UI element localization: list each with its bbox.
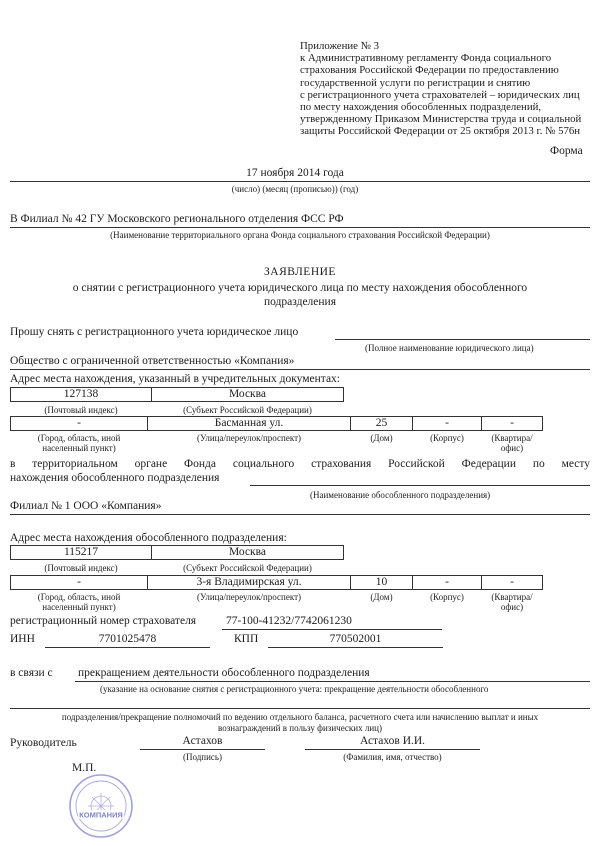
address1-city: - bbox=[10, 416, 148, 431]
house-caption: (Дом) bbox=[370, 592, 393, 602]
city-caption-2: населенный пункт) bbox=[42, 443, 116, 453]
address2-apartment: - bbox=[481, 575, 543, 590]
apartment-caption-2: офис) bbox=[500, 602, 524, 612]
city-caption-1: (Город, область, иной bbox=[37, 433, 121, 443]
address1-subject: Москва bbox=[151, 387, 344, 402]
stamp-text: КОМПАНИЯ bbox=[79, 810, 123, 820]
org-name: Общество с ограниченной ответственностью «Компания» bbox=[10, 355, 295, 367]
appendix-line: по месту нахождения обособленных подразделений, bbox=[300, 101, 542, 114]
registration-value: 77-100-41232/7742061230 bbox=[226, 615, 352, 627]
appendix-line: страхования Российской Федерации по предоставлению bbox=[300, 64, 559, 77]
address2-house: 10 bbox=[350, 575, 413, 590]
reason-caption-2-line1: подразделения/прекращение полномочий по ведению отдельного баланса, расчетного счета или начислению выплат и иных bbox=[61, 712, 539, 722]
inn-label: ИНН bbox=[10, 633, 35, 645]
appendix-line: утвержденному Приказом Министерства труда и социальной bbox=[300, 113, 582, 126]
apartment-caption-2: офис) bbox=[500, 443, 524, 453]
org-name-line bbox=[10, 369, 590, 370]
address1-postal: 127138 bbox=[10, 387, 152, 402]
reason-line-2 bbox=[10, 708, 590, 709]
stamp-label: М.П. bbox=[72, 762, 97, 774]
building-caption: (Корпус) bbox=[430, 433, 464, 443]
address2-label: Адрес места нахождения обособленного подразделения: bbox=[10, 532, 287, 544]
address1-house: 25 bbox=[350, 416, 413, 431]
signature-value: Астахов bbox=[182, 735, 223, 747]
date-caption: (число) (месяц (прописью)) (год) bbox=[231, 184, 359, 194]
reason-caption-2-line2: вознаграждений в пользу физических лиц) bbox=[218, 723, 382, 733]
addressee-value: В Филиал № 42 ГУ Московского регионального отделения ФСС РФ bbox=[10, 213, 344, 225]
address2-street: 3-я Владимирская ул. bbox=[147, 575, 351, 590]
statement-subtitle-line1: о снятии с регистрационного учета юридического лица по месту нахождения обособленного bbox=[72, 282, 528, 294]
apartment-caption-1: (Квартира/ bbox=[491, 592, 533, 602]
statement-title: ЗАЯВЛЕНИЕ bbox=[264, 266, 336, 278]
reason-value: прекращением деятельности обособленного подразделения bbox=[78, 667, 370, 679]
city-caption-2: населенный пункт) bbox=[42, 602, 116, 612]
territorial-caption: (Наименование обособленного подразделения) bbox=[310, 490, 491, 500]
appendix-block bbox=[300, 40, 581, 138]
address2-subject: Москва bbox=[151, 545, 344, 560]
head-label: Руководитель bbox=[10, 737, 77, 749]
inn-line bbox=[45, 647, 210, 648]
street-caption: (Улица/переулок/проспект) bbox=[196, 433, 302, 443]
addressee-line bbox=[10, 227, 590, 228]
address1-subject-caption: (Субъект Российской Федерации) bbox=[183, 405, 312, 415]
registration-line bbox=[222, 629, 442, 630]
form-label: Форма bbox=[550, 145, 583, 157]
fullname-caption: (Фамилия, имя, отчество) bbox=[343, 752, 442, 762]
territorial-line2: нахождения обособленного подразделения bbox=[10, 472, 220, 484]
appendix-line: с регистрационного учета страхователей – юридических лиц bbox=[300, 88, 580, 101]
branch-name-line bbox=[10, 514, 590, 515]
address1-street: Басманная ул. bbox=[147, 416, 351, 431]
request-line bbox=[335, 339, 590, 340]
statement-subtitle-line2: подразделения bbox=[263, 296, 336, 308]
apartment-caption-1: (Квартира/ bbox=[491, 433, 533, 443]
request-caption: (Полное наименование юридического лица) bbox=[365, 343, 534, 353]
signature-line bbox=[140, 749, 265, 750]
address2-subject-caption: (Субъект Российской Федерации) bbox=[183, 563, 312, 573]
address2-postal-caption: (Почтовый индекс) bbox=[44, 563, 118, 573]
kpp-line bbox=[268, 647, 443, 648]
territorial-line1: в территориальном органе Фонда социального страхования Российской Федерации по месту bbox=[10, 458, 590, 470]
kpp-value: 770502001 bbox=[329, 633, 382, 645]
addressee-caption: (Наименование территориального органа Фонда социального страхования Российской Федерации) bbox=[110, 230, 490, 240]
signature-caption: (Подпись) bbox=[182, 752, 223, 762]
appendix-line: Приложение № 3 bbox=[300, 40, 380, 52]
reason-line bbox=[75, 681, 590, 682]
company-stamp bbox=[68, 773, 134, 839]
house-caption: (Дом) bbox=[370, 433, 393, 443]
fullname-value: Астахов И.И. bbox=[359, 735, 426, 747]
address1-apartment: - bbox=[481, 416, 543, 431]
appendix-line: защиты Российской Федерации от 25 октября 2013 г. № 576н bbox=[300, 125, 581, 138]
reason-label: в связи с bbox=[10, 667, 53, 679]
address2-city: - bbox=[10, 575, 148, 590]
kpp-label: КПП bbox=[234, 633, 259, 645]
address1-postal-caption: (Почтовый индекс) bbox=[44, 405, 118, 415]
fullname-line bbox=[305, 749, 480, 750]
address1-label: Адрес места нахождения, указанный в учредительных документах: bbox=[10, 373, 340, 385]
street-caption: (Улица/переулок/проспект) bbox=[196, 592, 302, 602]
address2-postal: 115217 bbox=[10, 545, 152, 560]
reason-caption: (указание на основание снятия с регистрационного учета: прекращение деятельности обособленного bbox=[100, 684, 489, 694]
date-value: 17 ноября 2014 года bbox=[246, 167, 344, 179]
building-caption: (Корпус) bbox=[430, 592, 464, 602]
date-line bbox=[10, 181, 590, 182]
city-caption-1: (Город, область, иной bbox=[37, 592, 121, 602]
address1-building: - bbox=[412, 416, 482, 431]
request-text: Прошу снять с регистрационного учета юридическое лицо bbox=[10, 326, 299, 338]
registration-label: регистрационный номер страхователя bbox=[10, 615, 197, 627]
branch-name: Филиал № 1 ООО «Компания» bbox=[10, 500, 162, 512]
inn-value: 7701025478 bbox=[98, 633, 157, 645]
appendix-line: государственной услуги по регистрации и снятию bbox=[300, 76, 531, 89]
territorial-line bbox=[250, 485, 590, 486]
appendix-line: к Административному регламенту Фонда социального bbox=[300, 52, 552, 65]
address2-building: - bbox=[412, 575, 482, 590]
